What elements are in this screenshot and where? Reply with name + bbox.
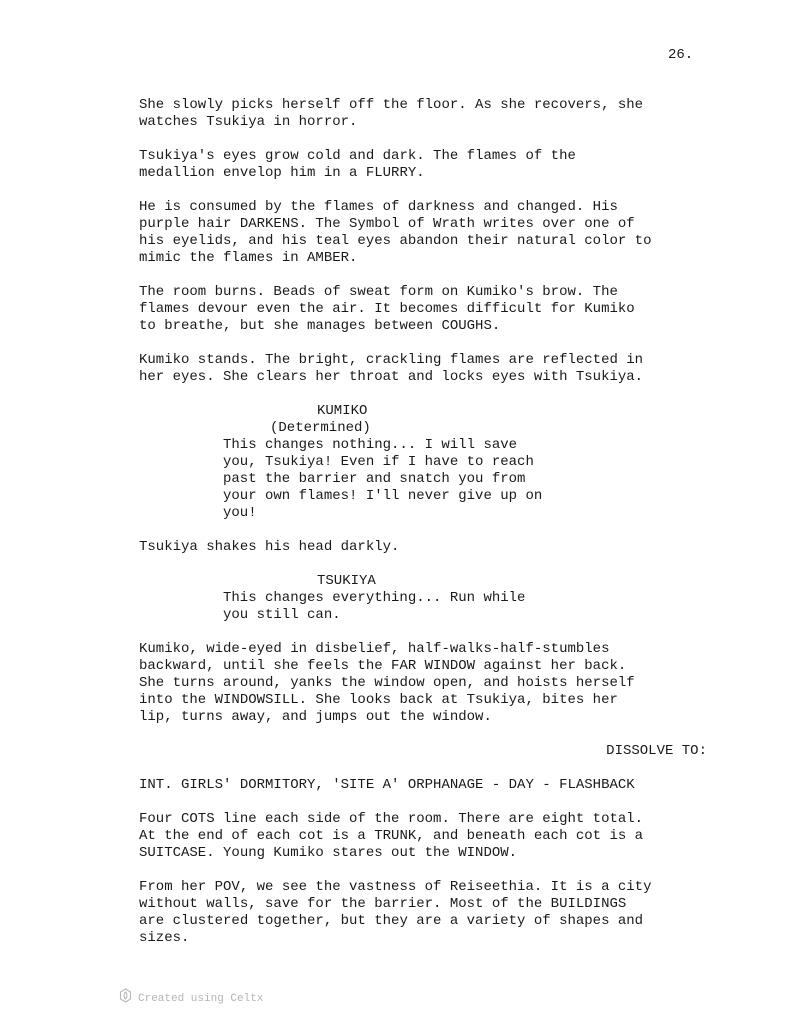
action-line: Kumiko, wide-eyed in disbelief, half-walks-half-stumbles — [139, 641, 610, 657]
character-name: TSUKIYA — [317, 573, 376, 589]
action-block — [139, 539, 719, 556]
action-line: her eyes. She clears her throat and locks eyes with Tsukiya. — [139, 369, 644, 385]
action-line: purple hair DARKENS. The Symbol of Wrath writes over one of — [139, 216, 635, 232]
action-line: to breathe, but she manages between COUGHS. — [139, 318, 501, 334]
action-line: medallion envelop him in a FLURRY. — [139, 165, 425, 181]
action-line: lip, turns away, and jumps out the window. — [139, 709, 492, 725]
action-line: mimic the flames in AMBER. — [139, 250, 358, 266]
action-line: He is consumed by the flames of darkness and changed. His — [139, 199, 618, 215]
action-line: She turns around, yanks the window open, and hoists herself — [139, 675, 635, 691]
action-block — [139, 352, 719, 386]
action-block — [139, 641, 719, 726]
action-line: are clustered together, but they are a variety of shapes and — [139, 913, 644, 929]
action-line: without walls, save for the barrier. Most of the BUILDINGS — [139, 896, 627, 912]
dialogue-line: your own flames! I'll never give up on — [223, 488, 543, 504]
action-line: into the WINDOWSILL. She looks back at Tsukiya, bites her — [139, 692, 618, 708]
action-block — [139, 811, 719, 862]
footer-text: Created using Celtx — [138, 992, 264, 1005]
action-line: sizes. — [139, 930, 190, 946]
action-block — [139, 148, 719, 182]
scene-heading: INT. GIRLS' DORMITORY, 'SITE A' ORPHANAGE - DAY - FLASHBACK — [139, 777, 635, 793]
action-line: watches Tsukiya in horror. — [139, 114, 358, 130]
action-line: SUITCASE. Young Kumiko stares out the WINDOW. — [139, 845, 518, 861]
dialogue-line: past the barrier and snatch you from — [223, 471, 526, 487]
action-line: flames devour even the air. It becomes difficult for Kumiko — [139, 301, 635, 317]
action-block — [139, 284, 719, 335]
action-line: backward, until she feels the FAR WINDOW against her back. — [139, 658, 627, 674]
dialogue-line: This changes everything... Run while — [223, 590, 526, 606]
dialogue-line: you! — [223, 505, 257, 521]
dialogue-block — [223, 403, 729, 522]
action-line: From her POV, we see the vastness of Reiseethia. It is a city — [139, 879, 652, 895]
action-block — [139, 199, 719, 267]
parenthetical: (Determined) — [270, 420, 371, 436]
action-line: She slowly picks herself off the floor. As she recovers, she — [139, 97, 644, 113]
dialogue-line: you still can. — [223, 607, 341, 623]
action-block — [139, 97, 719, 131]
action-block — [139, 879, 719, 947]
action-line: The room burns. Beads of sweat form on Kumiko's brow. The — [139, 284, 618, 300]
dialogue-block — [223, 573, 729, 624]
transition: DISSOLVE TO: — [606, 743, 707, 759]
action-line: Tsukiya's eyes grow cold and dark. The flames of the — [139, 148, 576, 164]
action-line: Four COTS line each side of the room. There are eight total. — [139, 811, 644, 827]
dialogue-line: This changes nothing... I will save — [223, 437, 518, 453]
action-line: Kumiko stands. The bright, crackling flames are reflected in — [139, 352, 644, 368]
action-line: Tsukiya shakes his head darkly. — [139, 539, 400, 555]
character-name: KUMIKO — [317, 403, 368, 419]
screenplay-body — [139, 97, 729, 964]
action-line: At the end of each cot is a TRUNK, and beneath each cot is a — [139, 828, 644, 844]
page-number: 26. — [668, 47, 694, 63]
celtx-logo-icon — [119, 988, 132, 1010]
action-line: his eyelids, and his teal eyes abandon their natural color to — [139, 233, 652, 249]
dialogue-line: you, Tsukiya! Even if I have to reach — [223, 454, 534, 470]
footer — [119, 988, 263, 1010]
